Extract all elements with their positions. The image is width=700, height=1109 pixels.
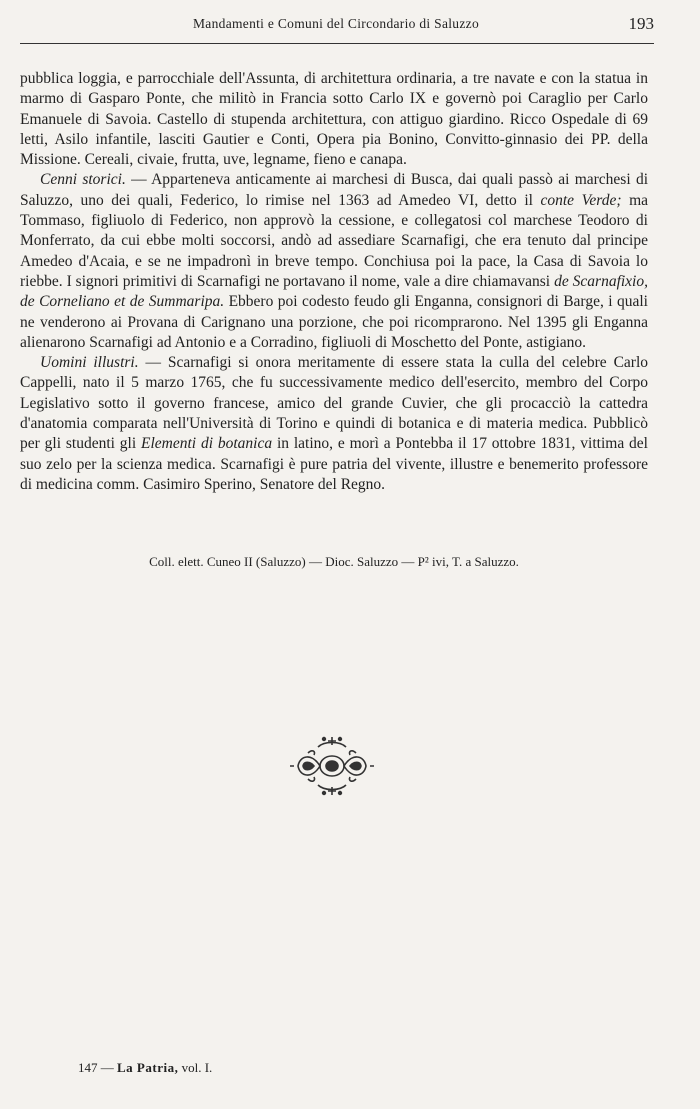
body-text [20, 69, 648, 495]
running-header-title: Mandamenti e Comuni del Circondario di Saluzzo [193, 16, 479, 31]
paragraph-text: ma Tommaso, figliuolo di Federico, non approvò la cessione, e collegatosi col marchese Teodoro di Monferrato, da cui ebbe molti soccorsi, andò ad assediare Scarnafigi, che era tenuto dal principe Amedeo d'Acaia, e se ne impadronì in breve tempo. Conchiusa poi la pace, la Casa di Savoia lo riebbe. I signori primitivi di Scarnafigi ne portavano il nome, vale a dire chiamavansi [20, 191, 649, 290]
paragraph-text: in latino, e morì a Pontebba il 17 ottobre 1831, vittima del suo zelo per la scienza medica. Scarnafigi è pure patria del vivente, illustre e benemerito professore di medicina comm. Casimiro Sperino, Senatore del Regno. [20, 435, 648, 493]
footer-brand: La Patria, [117, 1060, 179, 1075]
footer-volume: vol. I. [178, 1060, 213, 1075]
header-rule [20, 43, 654, 44]
paragraph-description: pubblica loggia, e parrocchiale dell'Assunta, di architettura ordinaria, a tre navate e con la statua in marmo di Gasparo Ponte, che militò in Francia sotto Carlo IX e governò poi Caraglio per Carlo Emanuele di Savoia. Castello di stupenda architettura, con attiguo giardino. Ricco Ospedale di 69 letti, Asilo infantile, lasciti Gautier e Conti, Opera pia Bonino, Convitto-ginnasio dei PP. della Missione. Cereali, civaie, frutta, uve, legname, fieno e canapa. [20, 70, 648, 169]
section-lead-cenni-storici: Cenni storici. [40, 171, 126, 189]
running-header [22, 14, 654, 38]
page-number: 193 [628, 14, 654, 33]
italic-phrase: conte Verde; [540, 191, 622, 209]
italic-phrase: Elementi di botanica [141, 435, 273, 453]
paragraph-text: — Scarnafigi si onora meritamente di essere stata la culla del celebre Carlo Cappelli, nato il 5 marzo 1765, che fu successivamente medico dell'esercito, membro del Corpo Legislativo sotto il governo francese, amico del grande Cuvier, che gli procacciò la cattedra d'anatomia comparata nell'Università di Torino e quindi di botanica e di materia medica. Pubblicò per gli studenti gli [20, 354, 648, 453]
paragraph-notable-people [20, 353, 648, 495]
paragraph-text: — Apparteneva anticamente ai marchesi di Busca, dai quali passò ai marchesi di Saluzzo, uno dei quali, Federico, lo rimise nel 1363 ad Amedeo VI, detto il [20, 171, 649, 209]
paragraph-text: Ebbero poi codesto feudo gli Enganna, consignori di Barge, i quali ne venderono ai Provana di Carignano una porzione, che poi ricomprarono. Nel 1395 gli Enganna alienarono Scarnafigi ad Antonio e a Corradino, figliuoli di Moschetto del Ponte, astigiano. [20, 293, 648, 351]
ornament-icon [288, 733, 376, 799]
page-footer [78, 1060, 212, 1076]
italic-phrase: de Scarnafixio, de Corneliano et de Summaripa. [20, 272, 648, 311]
electoral-note: Coll. elett. Cuneo II (Saluzzo) — Dioc. Saluzzo — P² ivi, T. a Saluzzo. [149, 554, 519, 569]
paragraph-historical-notes [20, 170, 648, 353]
section-lead-uomini-illustri: Uomini illustri. [40, 354, 139, 372]
footer-sheet-number: 147 — [78, 1060, 117, 1075]
